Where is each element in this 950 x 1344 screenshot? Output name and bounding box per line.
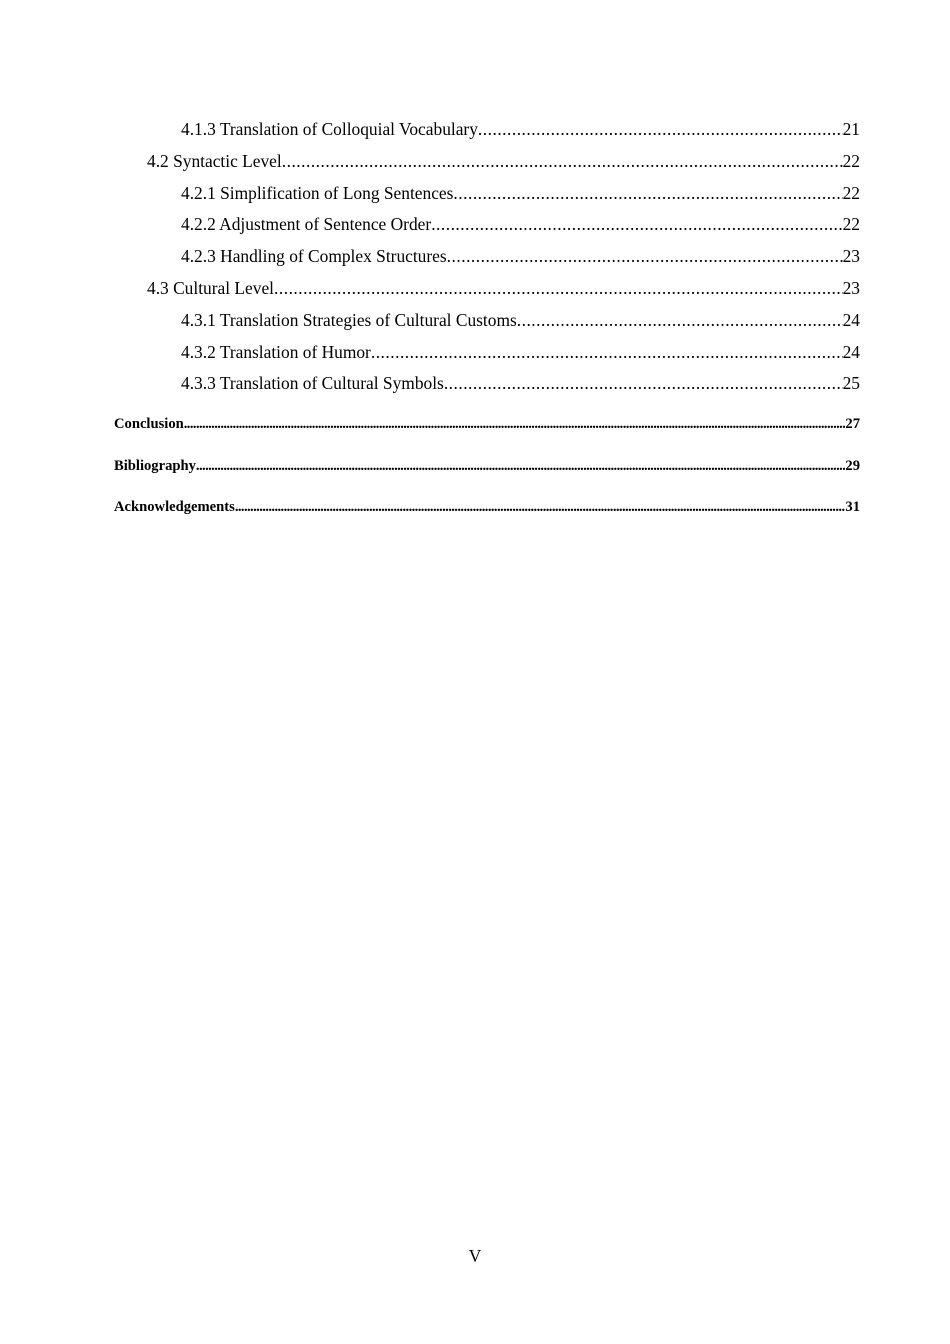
dot-leader (282, 146, 843, 178)
dot-leader (478, 114, 843, 146)
toc-entry-4-2-2 (114, 209, 860, 241)
toc-entry-title: 4.2.1 Simplification of Long Sentences (181, 182, 454, 203)
toc-entry-4-3 (114, 273, 860, 305)
toc-entry-conclusion (114, 404, 860, 446)
toc-entry-page: 29 (845, 457, 860, 474)
toc-entry-page: 31 (845, 499, 860, 516)
page-number-footer: V (468, 1246, 482, 1266)
toc-entry-title: 4.2.3 Handling of Complex Structures (181, 246, 447, 267)
toc-entry-title: Conclusion (114, 416, 184, 433)
toc-entry-page: 22 (842, 182, 860, 203)
toc-entry-page: 22 (842, 214, 860, 235)
toc-entry-page: 23 (842, 277, 860, 298)
toc-entry-4-3-3 (114, 368, 860, 400)
dot-leader (274, 273, 843, 305)
toc-entry-title: 4.3.3 Translation of Cultural Symbols (181, 373, 444, 394)
dot-leader (444, 368, 843, 400)
dot-leader (431, 209, 842, 241)
dot-leader (235, 487, 846, 529)
toc-entry-page: 27 (845, 416, 860, 433)
toc-entry-4-2 (114, 146, 860, 178)
toc-entry-page: 22 (842, 150, 860, 171)
toc-entry-4-2-3 (114, 241, 860, 273)
toc-entry-4-3-1 (114, 305, 860, 337)
toc-entry-page: 23 (842, 246, 860, 267)
toc-entry-title: 4.3.1 Translation Strategies of Cultural Customs (181, 309, 517, 330)
toc-entry-4-3-2 (114, 337, 860, 369)
dot-leader (371, 337, 843, 369)
toc-entry-page: 25 (842, 373, 860, 394)
dot-leader (517, 305, 843, 337)
dot-leader (196, 446, 845, 488)
dot-leader (184, 404, 846, 446)
toc-entry-page: 21 (842, 119, 860, 139)
toc-entry-title: Acknowledgements (114, 499, 235, 516)
toc-entry-page: 24 (842, 309, 860, 330)
toc-entry-4-2-1 (114, 178, 860, 210)
toc-entry-page: 24 (842, 341, 860, 362)
toc-entry-title: 4.3.2 Translation of Humor (181, 341, 371, 362)
toc-entry-title: 4.3 Cultural Level (147, 277, 275, 298)
dot-leader (447, 241, 843, 273)
table-of-contents (114, 114, 860, 529)
toc-entry-acknowledgements (114, 487, 860, 529)
toc-entry-title: 4.2.2 Adjustment of Sentence Order (181, 214, 432, 235)
toc-entry-title: Bibliography (114, 457, 196, 474)
dot-leader (453, 178, 842, 210)
toc-entry-title: 4.1.3 Translation of Colloquial Vocabulary (181, 119, 478, 139)
toc-entry-title: 4.2 Syntactic Level (147, 150, 282, 171)
toc-entry-4-1-3 (114, 114, 860, 146)
toc-entry-bibliography (114, 446, 860, 488)
